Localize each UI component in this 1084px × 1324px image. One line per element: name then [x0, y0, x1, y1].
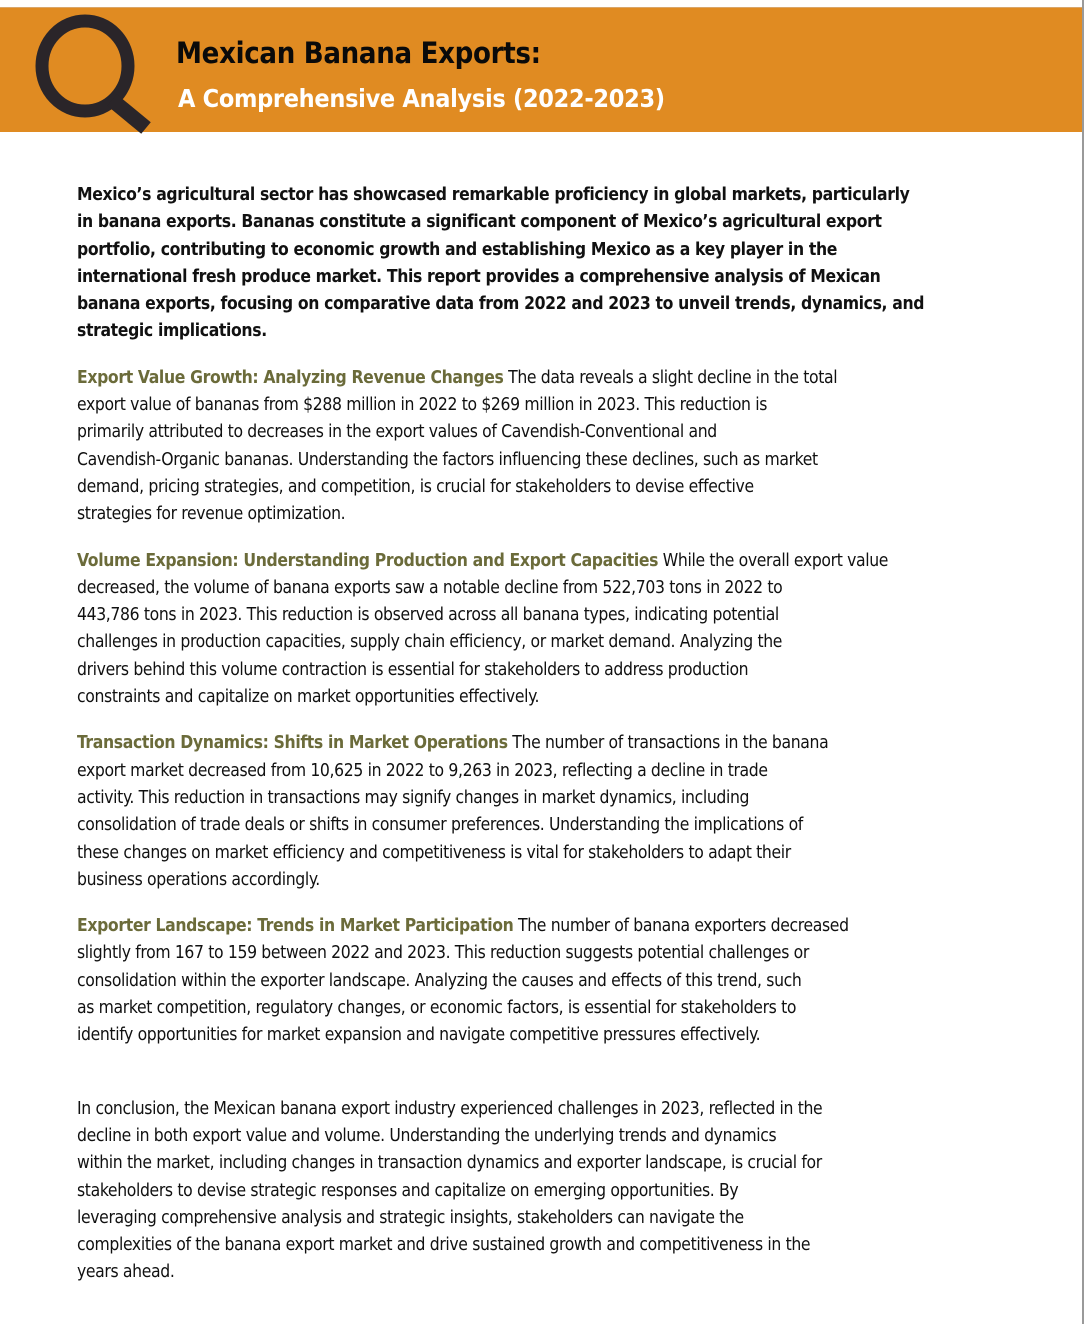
text-line: leveraging comprehensive analysis and strategic insights, stakeholders can navigate the — [77, 1207, 744, 1228]
magnifying-glass-icon — [30, 14, 170, 138]
header-banner — [0, 7, 1082, 132]
text-line: drivers behind this volume contraction is essential for stakeholders to address production — [77, 659, 749, 680]
text-line: slightly from 167 to 159 between 2022 and 2023. This reduction suggests potential challenges or — [77, 943, 809, 964]
text-line: decreased, the volume of banana exports saw a notable decline from 522,703 tons in 2022 to — [77, 577, 783, 598]
section-heading: Exporter Landscape: Trends in Market Participation — [77, 916, 514, 937]
text-line: stakeholders to devise strategic responses and capitalize on emerging opportunities. By — [77, 1180, 739, 1201]
section-export-value — [77, 365, 1017, 529]
text-line: strategic implications. — [77, 321, 267, 342]
section-heading: Transaction Dynamics: Shifts in Market Operations — [77, 733, 508, 754]
conclusion-paragraph — [77, 1096, 1017, 1287]
text-line: portfolio, contributing to economic growth and establishing Mexico as a key player in the — [77, 239, 838, 260]
text-line: Mexico’s agricultural sector has showcased remarkable proficiency in global markets, particularly — [77, 185, 910, 205]
text-line: identify opportunities for market expansion and navigate competitive pressures effectively. — [77, 1025, 761, 1046]
section-transactions — [77, 730, 1017, 894]
section-heading: Volume Expansion: Understanding Production and Export Capacities — [77, 550, 659, 571]
text-line: challenges in production capacities, supply chain efficiency, or market demand. Analyzing the — [77, 632, 783, 653]
page-title: Mexican Banana Exports: — [176, 36, 541, 70]
text-line: in banana exports. Bananas constitute a significant component of Mexico’s agricultural export — [77, 212, 882, 233]
text-line: demand, pricing strategies, and competition, is crucial for stakeholders to devise effective — [77, 476, 754, 497]
text-line: as market competition, regulatory changes, or economic factors, is essential for stakeholders to — [77, 998, 797, 1019]
text-line: export market decreased from 10,625 in 2022 to 9,263 in 2023, reflecting a decline in trade — [77, 760, 768, 781]
text-line: Cavendish-Organic bananas. Understanding the factors influencing these declines, such as market — [77, 449, 818, 470]
page-subtitle: A Comprehensive Analysis (2022-2023) — [178, 84, 665, 113]
text-line: business operations accordingly. — [77, 869, 320, 890]
text-span: While the overall export value — [658, 550, 889, 571]
text-line: strategies for revenue optimization. — [77, 504, 346, 525]
text-line: these changes on market efficiency and competitiveness is vital for stakeholders to adapt their — [77, 842, 791, 863]
section-heading: Export Value Growth: Analyzing Revenue Changes — [77, 367, 504, 388]
text-line: constraints and capitalize on market opportunities effectively. — [77, 687, 540, 708]
text-line: In conclusion, the Mexican banana export industry experienced challenges in 2023, reflected in the — [77, 1098, 823, 1119]
text-span: The number of banana exporters decreased — [513, 916, 849, 937]
text-line: consolidation of trade deals or shifts in consumer preferences. Understanding the implications of — [77, 815, 803, 836]
text-span: The data reveals a slight decline in the total — [503, 367, 838, 388]
text-line: decline in both export value and volume. Understanding the underlying trends and dynamics — [77, 1125, 777, 1146]
intro-paragraph — [77, 182, 1017, 346]
text-line: banana exports, focusing on comparative data from 2022 and 2023 to unveil trends, dynamics, and — [77, 294, 925, 315]
section-exporters — [77, 913, 1017, 1049]
text-line: activity. This reduction in transactions may signify changes in market dynamics, including — [77, 787, 750, 808]
text-line: primarily attributed to decreases in the export values of Cavendish-Conventional and — [77, 422, 717, 443]
section-volume — [77, 548, 1017, 712]
text-line: complexities of the banana export market and drive sustained growth and competitiveness in the — [77, 1235, 811, 1256]
text-line: international fresh produce market. This report provides a comprehensive analysis of Mexican — [77, 266, 881, 287]
text-line: within the market, including changes in transaction dynamics and exporter landscape, is crucial for — [77, 1153, 822, 1174]
text-span: The number of transactions in the banana — [507, 733, 829, 754]
report-body — [77, 182, 1017, 1287]
text-line: consolidation within the exporter landscape. Analyzing the causes and effects of this trend, such — [77, 970, 802, 991]
text-line: export value of bananas from $288 million in 2022 to $269 million in 2023. This reduction is — [77, 395, 768, 416]
text-line: years ahead. — [77, 1262, 175, 1283]
text-line: 443,786 tons in 2023. This reduction is observed across all banana types, indicating potential — [77, 605, 779, 626]
